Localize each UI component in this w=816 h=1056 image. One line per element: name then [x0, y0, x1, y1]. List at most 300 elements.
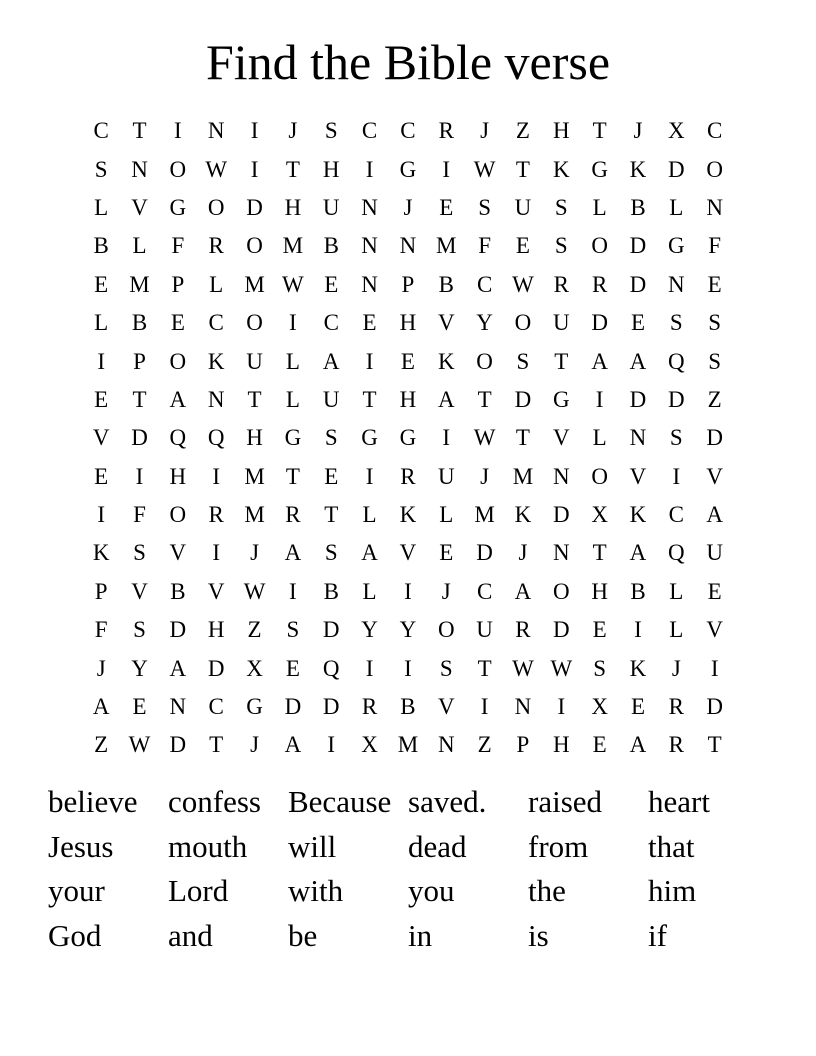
- grid-letter: H: [284, 194, 302, 220]
- grid-letter: B: [170, 578, 186, 604]
- grid-letter: I: [289, 310, 297, 336]
- grid-letter: D: [706, 425, 723, 451]
- grid-letter: V: [92, 425, 110, 451]
- grid-letter: V: [706, 617, 723, 643]
- grid-letter: D: [207, 655, 225, 681]
- word-item: from: [528, 828, 589, 864]
- grid-letter: A: [591, 348, 608, 374]
- word-item: is: [528, 917, 549, 953]
- grid-letter: A: [284, 732, 302, 758]
- grid-letter: T: [707, 732, 722, 758]
- grid-letter: I: [404, 578, 412, 604]
- grid-letter: S: [669, 425, 683, 451]
- grid-row: [82, 150, 734, 188]
- grid-letter: X: [361, 732, 378, 758]
- grid-letter: T: [592, 118, 607, 144]
- grid-letter: L: [285, 386, 300, 412]
- word-item: confess: [168, 784, 261, 820]
- grid-letter: L: [669, 617, 684, 643]
- grid-letter: N: [361, 233, 378, 259]
- word-item: the: [528, 873, 566, 909]
- grid-letter: W: [282, 271, 304, 297]
- grid-letter: F: [478, 233, 491, 259]
- grid-letter: X: [591, 502, 608, 528]
- grid-letter: N: [706, 194, 723, 220]
- grid-row: [82, 112, 734, 150]
- grid-letter: L: [592, 425, 607, 451]
- grid-letter: U: [552, 310, 570, 336]
- word-item: heart: [648, 784, 710, 820]
- grid-letter: N: [361, 194, 378, 220]
- grid-letter: D: [552, 502, 570, 528]
- grid-letter: U: [437, 463, 455, 489]
- grid-letter: L: [669, 194, 684, 220]
- grid-letter: O: [476, 348, 493, 374]
- grid-letter: A: [169, 655, 187, 681]
- word-item: that: [648, 828, 695, 864]
- grid-letter: D: [552, 617, 570, 643]
- grid-row: [82, 688, 734, 726]
- grid-letter: D: [131, 425, 148, 451]
- grid-letter: L: [94, 194, 109, 220]
- grid-letter: H: [552, 732, 570, 758]
- grid-letter: V: [437, 694, 455, 720]
- grid-row: [82, 227, 734, 265]
- grid-letter: D: [476, 540, 493, 566]
- grid-letter: K: [629, 502, 647, 528]
- grid-letter: S: [286, 617, 300, 643]
- grid-letter: V: [131, 578, 148, 604]
- grid-letter: Z: [94, 732, 109, 758]
- grid-letter: B: [323, 233, 339, 259]
- word-item: your: [48, 873, 105, 909]
- grid-letter: N: [399, 233, 417, 259]
- grid-letter: R: [285, 502, 301, 528]
- grid-letter: U: [706, 540, 723, 566]
- grid-letter: L: [669, 578, 684, 604]
- word-row: [48, 825, 768, 870]
- grid-letter: G: [169, 194, 187, 220]
- grid-letter: J: [480, 463, 490, 489]
- word-row: [48, 780, 768, 825]
- grid-letter: S: [324, 118, 338, 144]
- grid-letter: A: [706, 502, 723, 528]
- grid-letter: V: [629, 463, 647, 489]
- grid-letter: W: [128, 732, 151, 758]
- grid-letter: I: [250, 156, 259, 182]
- grid-letter: R: [515, 617, 531, 643]
- grid-letter: K: [92, 540, 110, 566]
- grid-letter: E: [170, 310, 185, 336]
- grid-letter: T: [477, 655, 492, 681]
- grid-letter: L: [362, 502, 377, 528]
- grid-letter: E: [94, 271, 109, 297]
- grid-letter: D: [322, 694, 340, 720]
- grid-letter: J: [288, 118, 298, 144]
- grid-letter: Z: [247, 617, 262, 643]
- grid-letter: W: [512, 271, 534, 297]
- grid-letter: N: [552, 463, 570, 489]
- grid-letter: G: [284, 425, 302, 451]
- grid-letter: I: [480, 694, 489, 720]
- grid-letter: V: [552, 425, 570, 451]
- grid-letter: S: [516, 348, 530, 374]
- grid-letter: X: [246, 655, 263, 681]
- grid-letter: J: [480, 118, 490, 144]
- grid-letter: O: [552, 578, 570, 604]
- grid-letter: L: [362, 578, 377, 604]
- grid-letter: D: [169, 732, 187, 758]
- grid-letter: G: [361, 425, 378, 451]
- grid-letter: D: [668, 156, 685, 182]
- grid-letter: R: [668, 694, 684, 720]
- grid-letter: P: [401, 271, 415, 297]
- grid-letter: I: [135, 463, 144, 489]
- grid-letter: B: [438, 271, 454, 297]
- grid-letter: S: [554, 233, 568, 259]
- grid-letter: M: [397, 732, 419, 758]
- grid-letter: H: [552, 118, 570, 144]
- grid-letter: Y: [361, 617, 378, 643]
- grid-letter: Z: [515, 118, 530, 144]
- grid-letter: E: [707, 271, 722, 297]
- grid-letter: T: [515, 425, 530, 451]
- word-row: [48, 914, 768, 959]
- word-item: believe: [48, 784, 138, 820]
- grid-letter: C: [476, 578, 493, 604]
- grid-letter: U: [476, 617, 493, 643]
- grid-row: [82, 534, 734, 572]
- grid-letter: N: [169, 694, 187, 720]
- grid-letter: E: [94, 386, 109, 412]
- word-item: Because: [288, 784, 392, 820]
- grid-letter: V: [706, 463, 723, 489]
- grid-letter: L: [285, 348, 300, 374]
- grid-letter: N: [552, 540, 570, 566]
- grid-letter: B: [323, 578, 339, 604]
- grid-letter: G: [591, 156, 608, 182]
- grid-letter: H: [322, 156, 340, 182]
- grid-letter: A: [169, 386, 187, 412]
- grid-letter: E: [439, 194, 454, 220]
- grid-letter: T: [592, 540, 607, 566]
- grid-letter: S: [478, 194, 491, 220]
- grid-letter: D: [629, 386, 647, 412]
- grid-letter: A: [92, 694, 110, 720]
- grid-letter: E: [324, 463, 339, 489]
- word-row: [48, 869, 768, 914]
- grid-letter: G: [246, 694, 263, 720]
- word-item: you: [408, 873, 455, 909]
- grid-letter: D: [246, 194, 263, 220]
- grid-letter: M: [244, 271, 265, 297]
- grid-letter: V: [437, 310, 455, 336]
- grid-letter: S: [324, 425, 338, 451]
- grid-letter: A: [284, 540, 302, 566]
- grid-letter: O: [207, 194, 225, 220]
- grid-letter: P: [133, 348, 146, 374]
- grid-letter: E: [439, 540, 454, 566]
- grid-letter: E: [132, 694, 147, 720]
- grid-letter: R: [668, 732, 684, 758]
- word-item: and: [168, 917, 213, 953]
- grid-letter: I: [97, 502, 105, 528]
- grid-letter: L: [94, 310, 109, 336]
- grid-row: [82, 649, 734, 687]
- grid-letter: D: [322, 617, 340, 643]
- grid-letter: E: [400, 348, 415, 374]
- grid-letter: W: [473, 156, 496, 182]
- grid-letter: H: [399, 310, 417, 336]
- grid-letter: H: [246, 425, 263, 451]
- grid-letter: Y: [399, 617, 417, 643]
- grid-letter: Q: [322, 655, 340, 681]
- grid-letter: U: [514, 194, 532, 220]
- grid-letter: P: [94, 578, 108, 604]
- grid-letter: R: [361, 694, 378, 720]
- grid-letter: S: [554, 194, 568, 220]
- grid-letter: A: [629, 540, 647, 566]
- grid-letter: W: [205, 156, 228, 182]
- grid-row: [82, 611, 734, 649]
- grid-letter: T: [132, 386, 147, 412]
- grid-row: [82, 573, 734, 611]
- grid-letter: O: [246, 233, 263, 259]
- grid-letter: S: [708, 348, 722, 374]
- grid-letter: I: [442, 156, 451, 182]
- word-item: dead: [408, 828, 467, 864]
- grid-letter: L: [132, 233, 147, 259]
- grid-letter: S: [439, 655, 453, 681]
- grid-letter: Q: [668, 348, 685, 374]
- grid-letter: F: [133, 502, 146, 528]
- word-item: Lord: [168, 873, 229, 909]
- grid-letter: I: [672, 463, 681, 489]
- grid-letter: E: [630, 310, 646, 336]
- grid-letter: M: [244, 502, 265, 528]
- grid-letter: H: [207, 617, 225, 643]
- grid-letter: I: [365, 655, 374, 681]
- grid-letter: W: [473, 425, 496, 451]
- grid-letter: I: [174, 118, 182, 144]
- grid-letter: J: [250, 732, 260, 758]
- grid-letter: K: [629, 156, 647, 182]
- grid-letter: Q: [207, 425, 225, 451]
- word-item: if: [648, 917, 667, 953]
- word-list: [48, 780, 768, 958]
- grid-letter: I: [212, 540, 221, 566]
- grid-letter: G: [399, 156, 417, 182]
- grid-letter: M: [282, 233, 304, 259]
- grid-letter: J: [633, 118, 643, 144]
- word-item: raised: [528, 784, 603, 820]
- grid-letter: O: [591, 233, 608, 259]
- grid-letter: V: [207, 578, 225, 604]
- grid-letter: K: [629, 655, 647, 681]
- grid-letter: W: [512, 655, 534, 681]
- grid-letter: C: [93, 118, 109, 144]
- grid-row: [82, 189, 734, 227]
- grid-letter: R: [553, 271, 569, 297]
- grid-letter: N: [437, 732, 455, 758]
- grid-letter: N: [207, 118, 225, 144]
- grid-letter: M: [512, 463, 534, 489]
- grid-letter: V: [131, 194, 148, 220]
- grid-letter: Y: [131, 655, 148, 681]
- grid-letter: U: [246, 348, 263, 374]
- grid-letter: Z: [707, 386, 722, 412]
- grid-letter: O: [169, 502, 187, 528]
- grid-row: [82, 381, 734, 419]
- grid-letter: S: [708, 310, 722, 336]
- word-item: in: [408, 917, 433, 953]
- grid-letter: T: [132, 118, 147, 144]
- grid-letter: O: [246, 310, 263, 336]
- grid-letter: D: [284, 694, 302, 720]
- grid-letter: I: [634, 617, 642, 643]
- grid-letter: O: [169, 156, 187, 182]
- grid-letter: T: [477, 386, 492, 412]
- grid-letter: C: [476, 271, 493, 297]
- grid-letter: M: [129, 271, 150, 297]
- grid-row: [82, 458, 734, 496]
- grid-letter: I: [365, 348, 374, 374]
- grid-row: [82, 726, 734, 764]
- grid-letter: T: [515, 156, 530, 182]
- word-item: with: [288, 873, 344, 909]
- grid-letter: A: [514, 578, 532, 604]
- grid-letter: B: [93, 233, 109, 259]
- grid-letter: S: [94, 156, 108, 182]
- grid-letter: I: [404, 655, 412, 681]
- grid-letter: D: [629, 271, 647, 297]
- grid-letter: L: [209, 271, 224, 297]
- grid-letter: T: [362, 386, 377, 412]
- grid-letter: S: [324, 540, 338, 566]
- grid-letter: F: [708, 233, 722, 259]
- grid-letter: A: [629, 732, 647, 758]
- grid-letter: C: [208, 694, 224, 720]
- grid-letter: N: [629, 425, 647, 451]
- grid-letter: E: [515, 233, 530, 259]
- word-item: Jesus: [48, 828, 114, 864]
- word-item: saved.: [408, 784, 487, 820]
- grid-letter: E: [592, 732, 607, 758]
- grid-letter: E: [630, 694, 646, 720]
- grid-letter: T: [247, 386, 262, 412]
- grid-letter: J: [403, 194, 413, 220]
- page-title: Find the Bible verse: [205, 34, 611, 90]
- letter-grid: [82, 112, 734, 765]
- grid-letter: J: [518, 540, 528, 566]
- grid-letter: C: [400, 118, 416, 144]
- grid-row: [82, 496, 734, 534]
- grid-letter: G: [668, 233, 685, 259]
- grid-letter: P: [171, 271, 185, 297]
- grid-letter: D: [514, 386, 532, 412]
- word-item: will: [288, 828, 337, 864]
- grid-letter: T: [554, 348, 569, 374]
- grid-letter: A: [361, 540, 378, 566]
- grid-letter: L: [439, 502, 454, 528]
- grid-letter: S: [133, 540, 146, 566]
- grid-letter: Y: [476, 310, 493, 336]
- grid-letter: E: [324, 271, 339, 297]
- grid-letter: I: [442, 425, 451, 451]
- grid-letter: D: [591, 310, 608, 336]
- grid-letter: I: [365, 463, 374, 489]
- grid-letter: X: [668, 118, 685, 144]
- grid-letter: R: [438, 118, 454, 144]
- grid-letter: K: [552, 156, 570, 182]
- grid-letter: C: [323, 310, 339, 336]
- grid-letter: I: [212, 463, 221, 489]
- grid-letter: E: [592, 617, 607, 643]
- grid-letter: G: [552, 386, 570, 412]
- word-item: him: [648, 873, 697, 909]
- grid-letter: D: [706, 694, 723, 720]
- grid-letter: T: [285, 463, 300, 489]
- grid-letter: S: [669, 310, 683, 336]
- grid-row: [82, 419, 734, 457]
- grid-letter: A: [437, 386, 455, 412]
- grid-letter: C: [668, 502, 684, 528]
- grid-letter: A: [629, 348, 647, 374]
- grid-row: [82, 266, 734, 304]
- grid-letter: V: [399, 540, 417, 566]
- grid-letter: C: [707, 118, 723, 144]
- grid-letter: J: [250, 540, 260, 566]
- grid-letter: R: [208, 502, 224, 528]
- word-item: mouth: [168, 828, 248, 864]
- grid-letter: O: [706, 156, 723, 182]
- grid-letter: J: [441, 578, 451, 604]
- grid-letter: E: [362, 310, 377, 336]
- grid-row: [82, 342, 734, 380]
- grid-letter: K: [399, 502, 417, 528]
- grid-letter: A: [322, 348, 340, 374]
- grid-letter: M: [244, 463, 265, 489]
- grid-letter: D: [169, 617, 187, 643]
- grid-letter: O: [437, 617, 455, 643]
- grid-letter: D: [629, 233, 647, 259]
- grid-letter: S: [133, 617, 146, 643]
- grid-letter: I: [289, 578, 297, 604]
- grid-letter: L: [592, 194, 607, 220]
- grid-letter: W: [550, 655, 573, 681]
- grid-letter: I: [97, 348, 105, 374]
- grid-letter: B: [630, 194, 646, 220]
- grid-letter: N: [361, 271, 378, 297]
- grid-letter: M: [474, 502, 495, 528]
- grid-letter: N: [131, 156, 148, 182]
- grid-letter: N: [668, 271, 685, 297]
- grid-letter: Q: [668, 540, 685, 566]
- grid-letter: I: [250, 118, 259, 144]
- grid-letter: W: [243, 578, 266, 604]
- grid-letter: S: [593, 655, 607, 681]
- grid-letter: O: [169, 348, 187, 374]
- grid-letter: X: [591, 694, 608, 720]
- grid-letter: N: [207, 386, 225, 412]
- grid-letter: K: [514, 502, 532, 528]
- grid-letter: U: [322, 386, 340, 412]
- grid-letter: M: [436, 233, 457, 259]
- grid-letter: I: [365, 156, 374, 182]
- grid-letter: R: [208, 233, 224, 259]
- grid-letter: I: [557, 694, 566, 720]
- grid-letter: B: [400, 694, 416, 720]
